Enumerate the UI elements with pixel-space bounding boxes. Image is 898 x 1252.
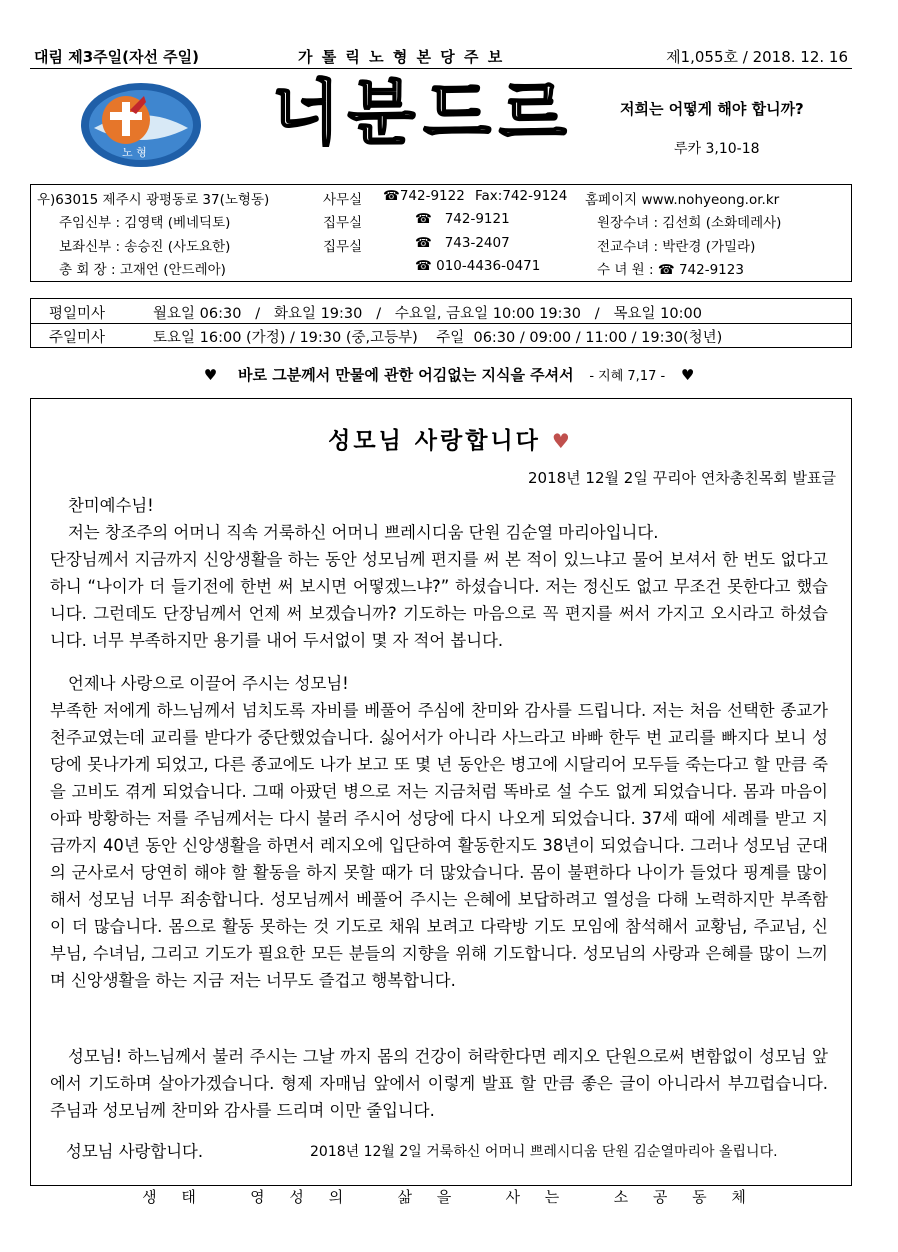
logo-text: 노 형	[122, 146, 147, 159]
assistant-phone: ☎ 743-2407	[415, 235, 510, 251]
assistant-pastor: 보좌신부 : 송승진 (사도요한)	[59, 239, 231, 255]
pastor-office-label: 집무실	[323, 215, 363, 231]
gospel-reference: 루카 3,10-18	[674, 141, 760, 157]
weekday-mass-row	[31, 299, 851, 324]
article-title-text: 성모님 사랑합니다	[328, 428, 541, 454]
convent-phone: 수 녀 원 : ☎ 742-9123	[597, 262, 744, 278]
bulletin-name: 가 톨 릭 노 형 본 당 주 보	[298, 48, 505, 66]
sunday-mass-times: 토요일 16:00 (가정) / 19:30 (중,고등부) 주일 06:30 / 09:00 / 11:00 / 19:30(청년)	[153, 330, 723, 346]
homepage: 홈페이지 www.nohyeong.or.kr	[585, 192, 780, 208]
issue-date: 제1,055호 / 2018. 12. 16	[666, 48, 848, 66]
paragraph: 성모님! 하느님께서 불러 주시는 그날 까지 몸의 건강이 허락한다면 레지오 단원으로써 변함없이 성모님 앞에서 기도하며 살아가겠습니다. 형제 자매님 앞에서 이렇게 발표 할 만큼 좋은 글이 아니라서 부끄럽습니다. 주님과 성모님께 찬미와 감사를 드리며 이만 줄입니다.	[50, 1047, 828, 1120]
article-title	[0, 422, 898, 455]
article-body-3	[50, 1043, 828, 1124]
address: 우)63015 제주시 광평동로 37(노형동)	[37, 192, 270, 208]
newsletter-title: 너분드르	[272, 72, 575, 154]
signature: 2018년 12월 2일 거룩하신 어머니 쁘레시디움 단원 김순열마리아 올립니다.	[310, 1144, 778, 1160]
council-president: 총 회 장 : 고재언 (안드레아)	[59, 262, 226, 278]
closing-line: 성모님 사랑합니다.	[66, 1142, 204, 1161]
liturgy-label: 대림 제3주일(자선 주일)	[34, 48, 200, 66]
office-label: 사무실	[323, 192, 363, 208]
sunday-mass-row	[31, 323, 851, 347]
mass-schedule	[30, 298, 852, 348]
motto-reference: - 지혜 7,17 -	[589, 369, 666, 384]
parish-logo	[80, 82, 202, 168]
article-body-2	[50, 670, 828, 994]
gospel-quote: 저희는 어떻게 해야 합니까?	[620, 100, 804, 118]
header-bar	[30, 44, 852, 69]
president-phone: ☎ 010-4436-0471	[415, 258, 541, 274]
paragraph: 저는 창조주의 어머니 직속 거룩하신 어머니 쁘레시디움 단원 김순열 마리아입니다.	[68, 523, 659, 542]
pastor-phone: ☎ 742-9121	[415, 211, 510, 227]
paragraph: 단장님께서 지금까지 신앙생활을 하는 동안 성모님께 편지를 써 본 적이 있느냐고 물어 보셔서 한 번도 없다고 하니 “나이가 더 들기전에 한번 써 보시면 어떻겠느냐?” 하셨습니다. 저는 정신도 없고 무조건 못한다고 했습니다. 그런데도 단장님께서 언제 써 보겠습니까? 기도하는 마음으로 꼭 편지를 써서 가지고 오시라고 하셨습니다. 너무 부족하지만 용기를 내어 두서없이 몇 자 적어 봅니다.	[50, 550, 828, 650]
sunday-mass-label: 주일미사	[49, 330, 106, 346]
scripture-motto	[0, 364, 898, 385]
paragraph-heading: 언제나 사랑으로 이끌어 주시는 성모님!	[68, 674, 349, 693]
heart-icon: ♥	[680, 366, 695, 384]
article-byline: 2018년 12월 2일 꾸리아 연차총친목회 발표글	[528, 469, 836, 487]
missionary-sister: 전교수녀 : 박란경 (가밀라)	[597, 239, 756, 255]
weekday-mass-times: 월요일 06:30 / 화요일 19:30 / 수요일, 금요일 10:00 19:30 / 목요일 10:00	[153, 306, 702, 322]
pastor: 주임신부 : 김영택 (베네딕토)	[59, 215, 231, 231]
motto-text: 바로 그분께서 만물에 관한 어김없는 지식을 주셔서	[238, 366, 574, 384]
heart-icon: ♥	[203, 366, 218, 384]
article-body-1	[50, 492, 828, 654]
weekday-mass-label: 평일미사	[49, 306, 106, 322]
heart-icon: ♥	[551, 429, 570, 453]
footer-slogan: 생 태 영 성 의 삶 을 사 는 소 공 동 체	[142, 1188, 756, 1206]
superior-sister: 원장수녀 : 김선희 (소화데레사)	[597, 215, 782, 231]
fax-number: Fax:742-9124	[475, 188, 568, 204]
office-phone: ☎742-9122	[383, 188, 465, 204]
paragraph: 부족한 저에게 하느님께서 넘치도록 자비를 베풀어 주심에 찬미와 감사를 드립니다. 저는 처음 선택한 종교가 천주교였는데 교리를 받다가 중단했었습니다. 싫어서가 아니라 사느라고 바빠 한두 번 교리를 빠지다 보니 성당에 못나가게 되었고, 다른 종교에도 나가 보고 또 몇 년 동안은 병고에 시달리어 모두들 죽는다고 할 만큼 죽을 고비도 겪게 되었습니다. 그때 아팠던 병으로 저는 지금처럼 똑바로 설 수도 없게 되었습니다. 몸과 마음이 아파 방황하는 저를 주님께서는 다시 불러 주시어 성당에 다시 나오게 되었습니다. 37세 때에 세례를 받고 지금까지 40년 동안 신앙생활을 하면서 레지오에 입단하여 활동한지도 38년이 되었습니다. 그러나 성모님 군대의 군사로서 당연히 해야 할 활동을 하지 못할 때가 더 많았습니다. 몸이 불편하다 나이가 들었다 핑계를 많이 해서 성모님 너무 죄송합니다. 성모님께서 베풀어 주시는 은혜에 보답하려고 열성을 다해 노력하지만 부족함이 더 많습니다. 몸으로 활동 못하는 것 기도로 채워 보려고 다락방 기도 모임에 참석해서 교황님, 주교님, 신부님, 수녀님, 그리고 기도가 필요한 모든 분들의 지향을 위해 기도합니다. 성모님의 사랑과 은혜를 많이 느끼며 신앙생활을 하는 지금 저는 너무도 즐겁고 행복합니다.	[50, 701, 828, 990]
parish-info-box	[30, 184, 852, 282]
greeting: 찬미예수님!	[68, 496, 154, 515]
assistant-office-label: 집무실	[323, 239, 363, 255]
